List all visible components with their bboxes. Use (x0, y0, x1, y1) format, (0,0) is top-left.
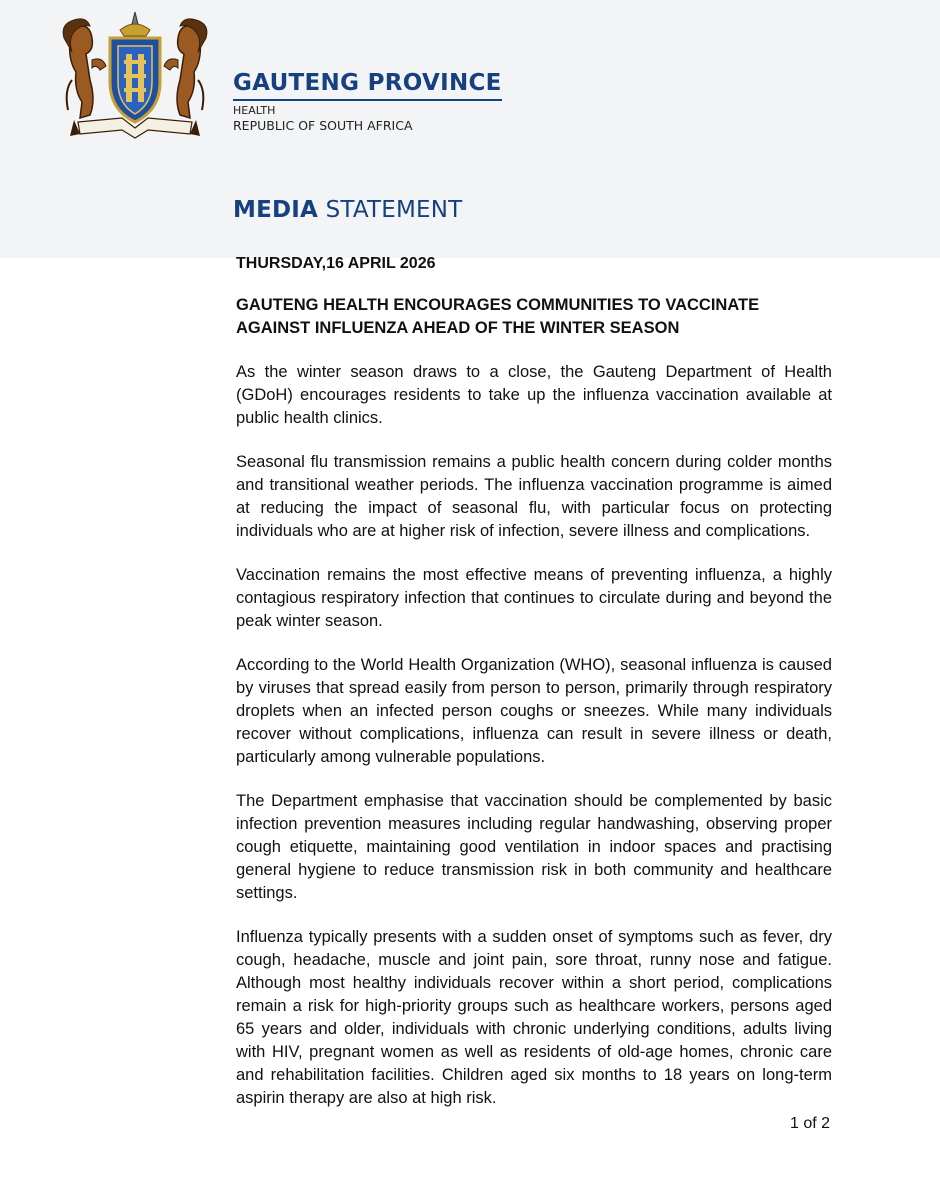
org-name: GAUTENG PROVINCE (233, 70, 502, 101)
org-identity (233, 70, 502, 134)
country-name: REPUBLIC OF SOUTH AFRICA (233, 118, 413, 133)
statement-headline: GAUTENG HEALTH ENCOURAGES COMMUNITIES TO VACCINATE AGAINST INFLUENZA AHEAD OF THE WINTER SEASON (236, 296, 760, 337)
statement-date: THURSDAY,16 APRIL 2026 (236, 255, 436, 272)
right-lion-icon (164, 19, 207, 118)
paragraph: According to the World Health Organization (WHO), seasonal influenza is caused by viruses that spread easily from person to person, primarily through respiratory droplets when an infected person coughs or sneezes. While many individuals recover without complications, influenza can result in severe illness or death, particularly among vulnerable populations. (236, 656, 832, 766)
department-name: HEALTH (233, 104, 276, 117)
letterhead (60, 10, 620, 145)
title-regular: STATEMENT (325, 197, 463, 223)
paragraph: The Department emphasise that vaccination should be complemented by basic infection prevention measures including regular handwashing, observing proper cough etiquette, maintaining good ventilation in indoor spaces and practising general hygiene to reduce transmission risk in both community and healthcare settings. (236, 792, 832, 902)
statement-body (236, 253, 832, 1110)
paragraph: As the winter season draws to a close, the Gauteng Department of Health (GDoH) encourages residents to take up the influenza vaccination available at public health clinics. (236, 363, 832, 427)
paragraph: Influenza typically presents with a sudden onset of symptoms such as fever, dry cough, headache, muscle and joint pain, sore throat, runny nose and fatigue. Although most healthy individuals recover within a short period, complications remain a risk for high-priority groups such as healthcare workers, persons aged 65 years and older, individuals with chronic underlying conditions, adults living with HIV, pregnant women as well as residents of old-age homes, chronic care and rehabilitation facilities. Children aged six months to 18 years on long-term aspirin therapy are also at high risk. (236, 928, 832, 1107)
title-bold: MEDIA (233, 197, 319, 223)
media-statement-title (233, 197, 462, 223)
page-number: 1 of 2 (790, 1115, 831, 1132)
coat-of-arms-logo (60, 10, 210, 140)
paragraph: Seasonal flu transmission remains a public health concern during colder months and transitional weather periods. The influenza vaccination programme is aimed at reducing the impact of seasonal flu, with particular focus on protecting individuals who are at higher risk of infection, severe illness and complications. (236, 453, 832, 540)
left-lion-icon (63, 19, 106, 118)
paragraph: Vaccination remains the most effective means of preventing influenza, a highly contagious respiratory infection that continues to circulate during and beyond the peak winter season. (236, 566, 832, 630)
